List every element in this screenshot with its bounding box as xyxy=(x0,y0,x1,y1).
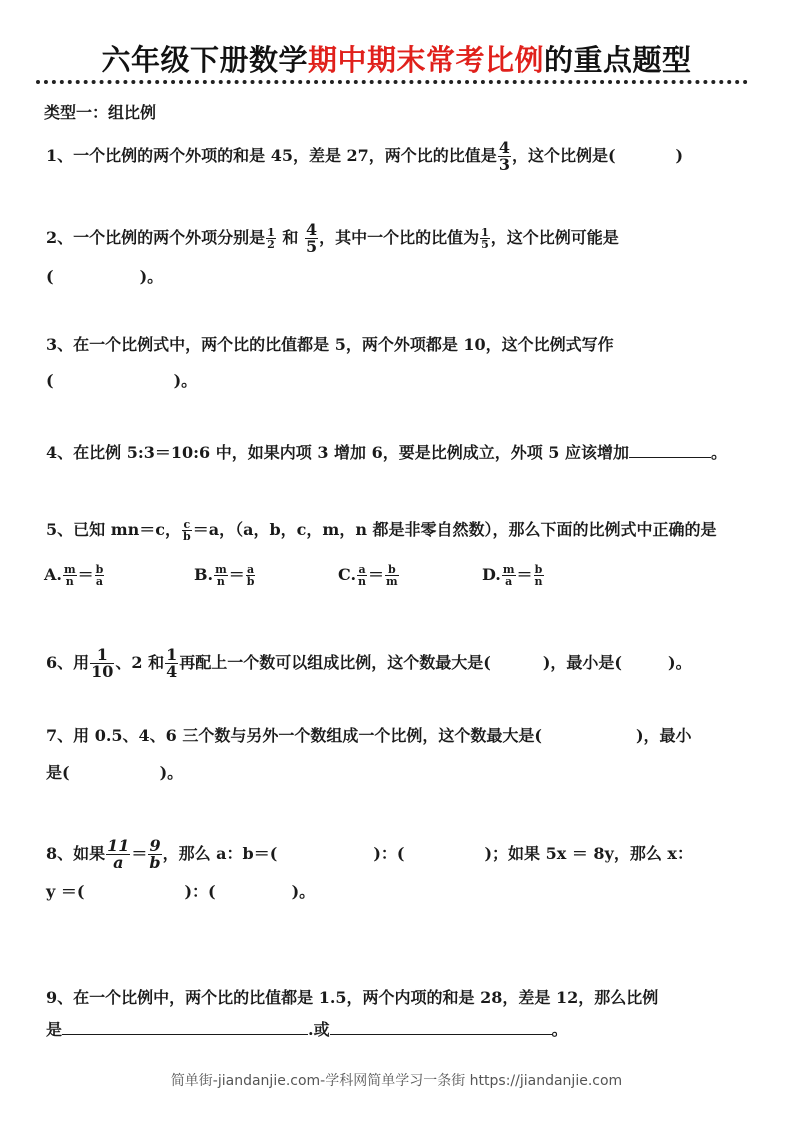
question-9-cont: 是 .或 。 xyxy=(46,1020,568,1039)
option-b: B. $\frac{m}{n}$ ＝ $\frac{a}{b}$ xyxy=(194,563,255,588)
option-c: C. $\frac{a}{n}$ ＝ $\frac{b}{m}$ xyxy=(338,563,398,588)
question-3: 3、在一个比例式中，两个比的比值都是 5，两个外项都是 10，这个比例式写作 xyxy=(46,335,614,354)
option-a: A. $\frac{m}{n}$ ＝ $\frac{b}{a}$ xyxy=(44,563,104,588)
question-2-answer: ( )。 xyxy=(46,267,164,286)
dotted-divider xyxy=(36,80,748,84)
title-highlight: 期中期末常考比例 xyxy=(307,43,544,77)
fraction: $\frac{4}{3}$ xyxy=(498,138,510,174)
answer-blank xyxy=(330,1020,552,1035)
answer-blank xyxy=(629,443,711,458)
question-2: 2、一个比例的两个外项分别是 $\frac{1}{2}$ 和 $\frac{4}{5}$ ，其中一个比的比值为 $\frac{1}{5}$ ，这个比例可能是 xyxy=(46,220,619,256)
question-5: 5、已知 mn＝c， $\frac{c}{b}$ ＝a，（a，b，c，m，n 都是非零自然数），那么下面的比例式中正确的是 xyxy=(46,518,717,543)
question-8: 8、如果 $\frac{11}{a}$ ＝ $\frac{9}{b}$ ，那么 a：b＝( )：( )；如果 5x ＝ 8y，那么 x： xyxy=(46,836,693,872)
section-title: 类型一：组比例 xyxy=(44,103,157,122)
question-7-cont: 是( )。 xyxy=(46,763,184,782)
question-9: 9、在一个比例中，两个比的比值都是 1.5，两个内项的和是 28，差是 12，那么比例 xyxy=(46,988,659,1007)
question-3-answer: ( )。 xyxy=(46,371,198,390)
question-8-cont: y ＝( )：( )。 xyxy=(46,882,316,901)
question-4: 4、在比例 5:3＝10:6 中，如果内项 3 增加 6，要是比例成立，外项 5 应该增加 。 xyxy=(46,443,728,462)
question-7: 7、用 0.5、4、6 三个数与另外一个数组成一个比例，这个数最大是( )，最小 xyxy=(46,726,692,745)
question-1: 1、一个比例的两个外项的和是 45，差是 27，两个比的比值是 $\frac{4}{3}$ ，这个比例是( ) xyxy=(46,138,684,174)
option-d: D. $\frac{m}{a}$ ＝ $\frac{b}{n}$ xyxy=(482,563,543,588)
footer-watermark: 简单街-jiandanjie.com-学科网简单学习一条街 https://jiandanjie.com xyxy=(170,1073,623,1089)
answer-blank xyxy=(62,1020,308,1035)
page-title: 六年级下册数学期中期末常考比例的重点题型 xyxy=(101,43,692,77)
question-6: 6、用 $\frac{1}{10}$ 、2 和 $\frac{1}{4}$ 再配上一个数可以组成比例，这个数最大是( )，最小是( )。 xyxy=(46,645,692,681)
